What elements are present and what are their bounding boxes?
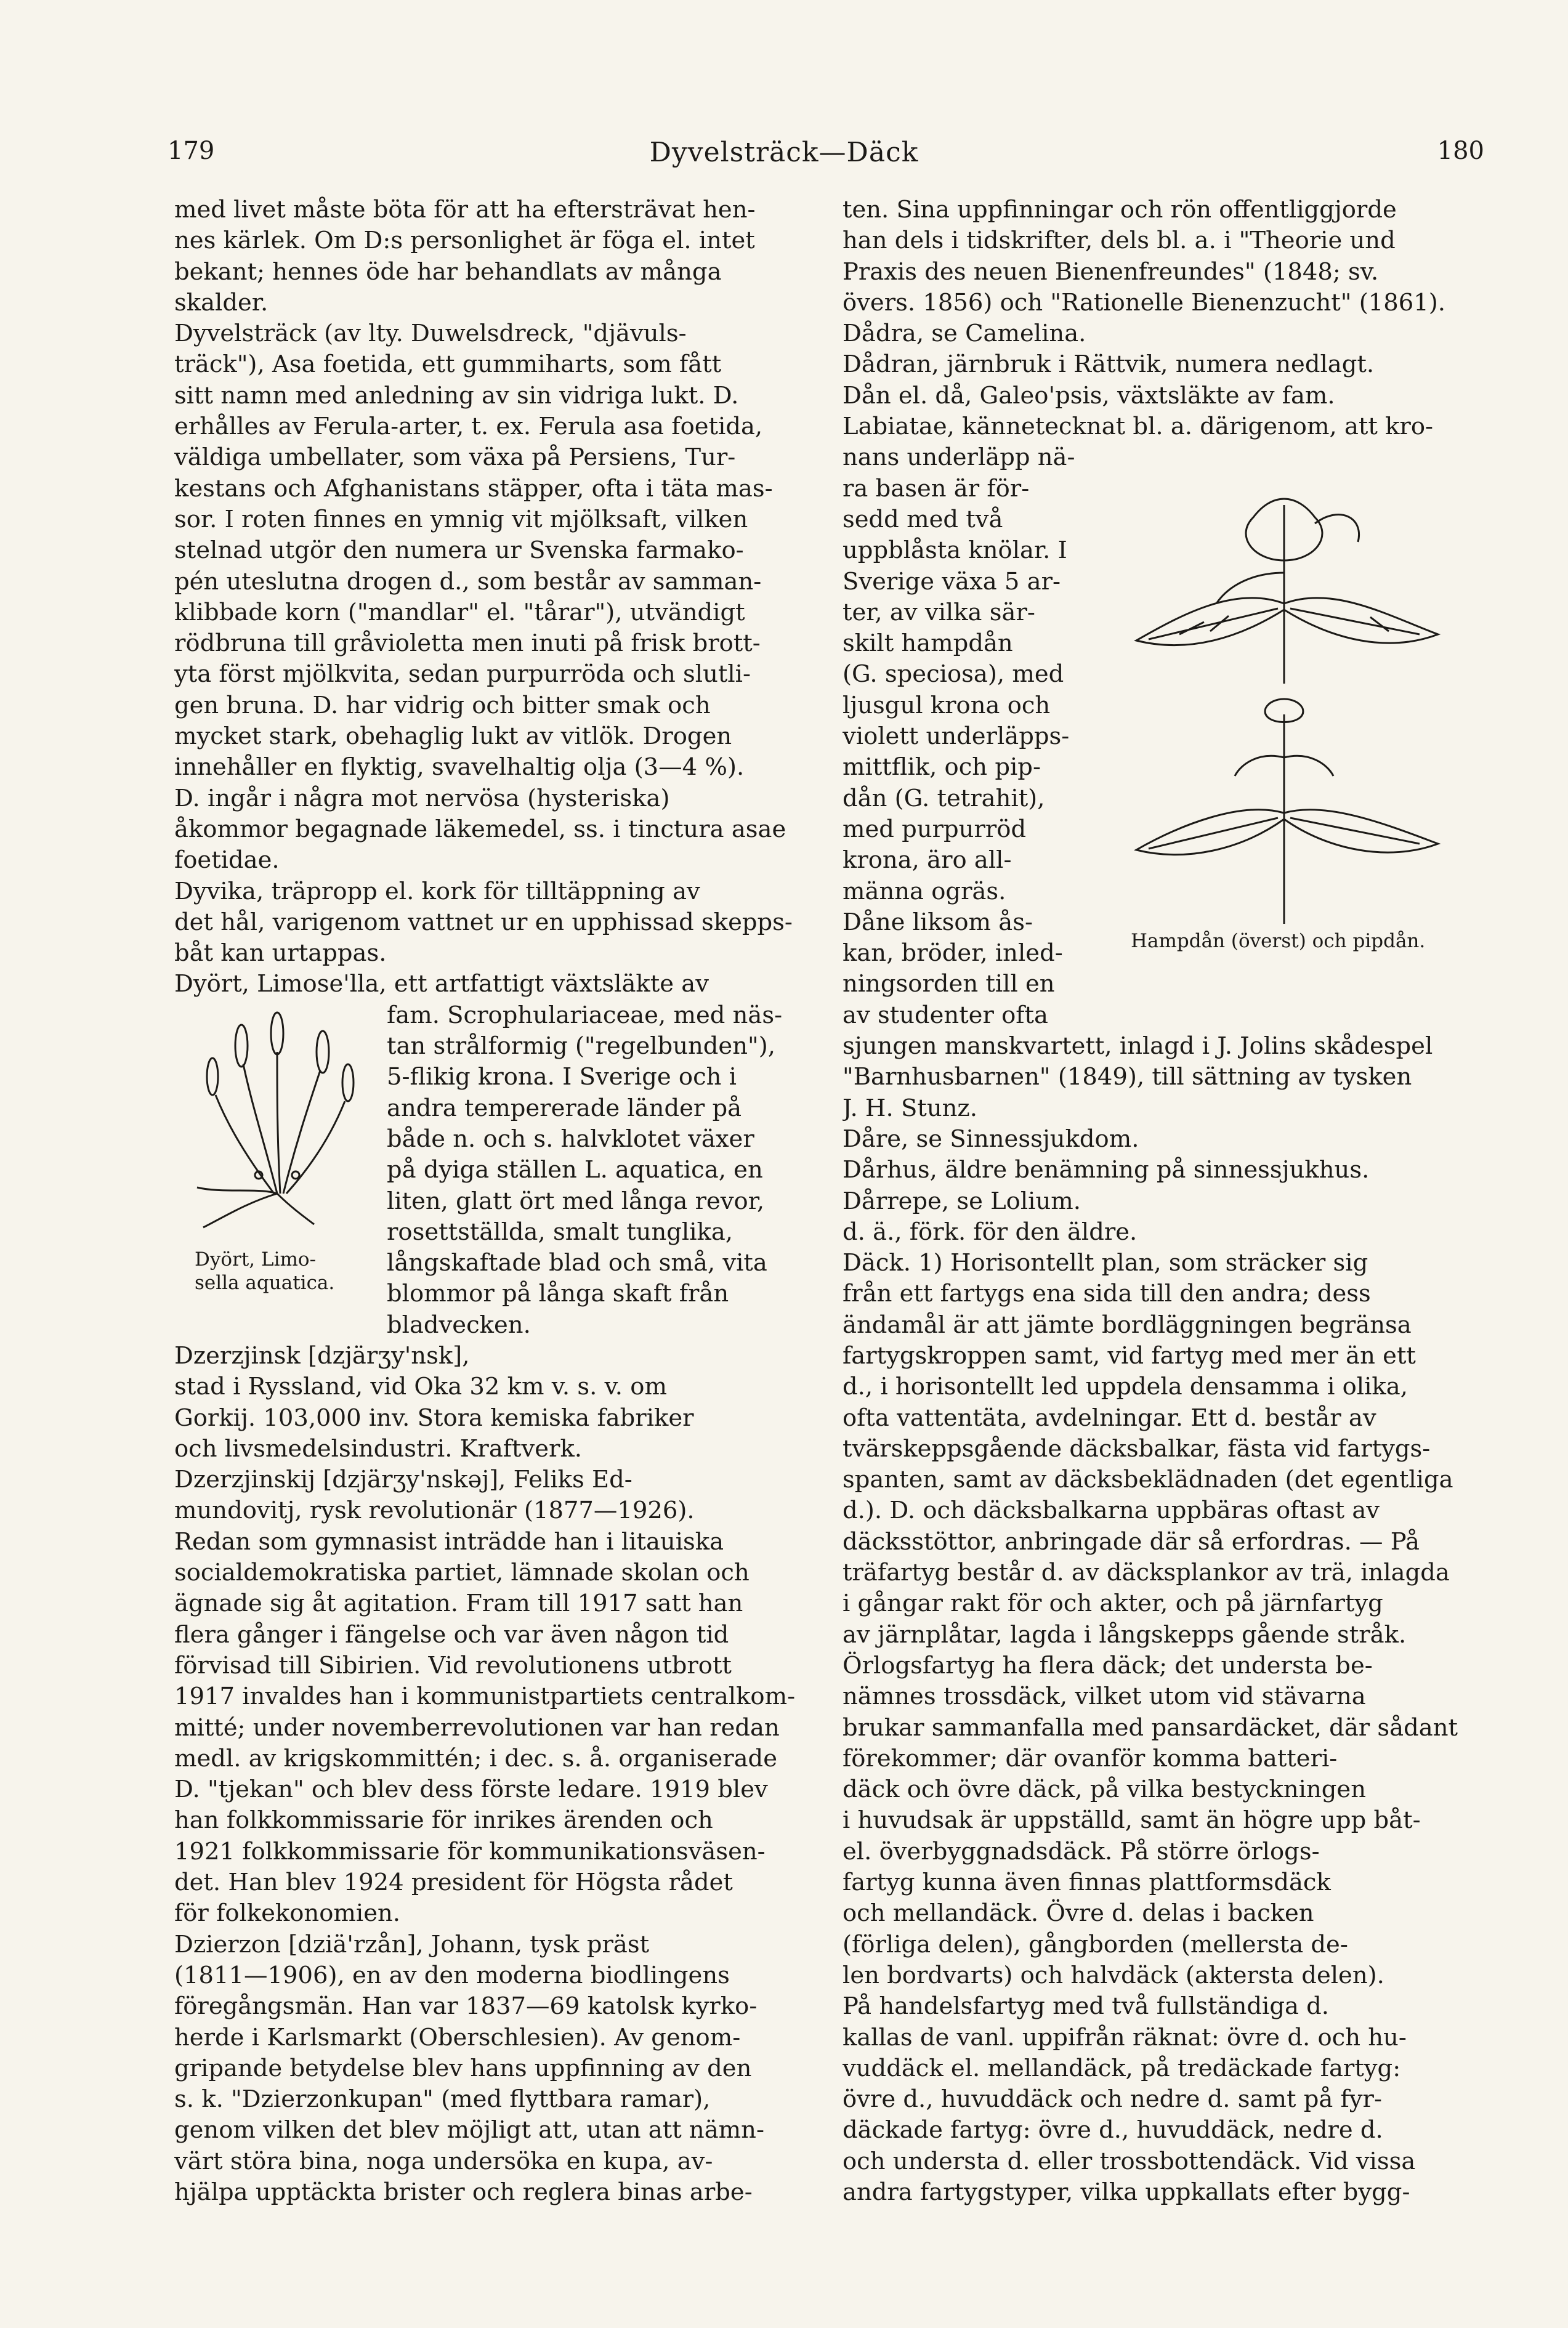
text-line: vuddäck el. mellandäck, på tredäckade fartyg: [843,2054,1401,2082]
text-line: sjungen manskvartett, inlagd i J. Jolins skådespel [843,1032,1433,1061]
text-line: och mellandäck. Övre d. delas i backen [843,1899,1314,1928]
text-line: innehåller en flyktig, svavelhaltig olja (3—4 %). [174,753,745,782]
text-line: Dzerzjinsk [dzjärʒy'nsk], [174,1341,470,1370]
text-line: fartyg kunna även finnas plattformsdäck [843,1869,1331,1897]
text-line: socialdemokratiska partiet, lämnade skolan och [174,1559,750,1587]
text-line: Dyvika, träpropp el. kork för tilltäppning av [174,877,700,905]
text-line: kestans och Afghanistans stäpper, ofta i täta mas- [174,474,773,503]
text-line: åkommor begagnade läkemedel, ss. i tinctura asae [174,815,786,843]
text-line: tvärskeppsgående däcksbalkar, fästa vid fartygs- [843,1434,1431,1463]
text-line: Dyört, Limose'lla, ett artfattigt växtsläkte av [174,970,709,998]
text-line: foetidae. [174,846,280,875]
text-line: kan, bröder, inled- [843,939,1063,968]
text-line: långskaftade blad och små, vita [387,1249,767,1277]
hampdan-figure-caption: Hampdån (överst) och pipdån. [1131,930,1426,952]
text-line: det. Han blev 1924 president för Högsta rådet [174,1869,733,1897]
text-line: skilt hampdån [843,629,1013,658]
text-line: violett underläpps- [843,722,1070,751]
text-line: Praxis des neuen Bienenfreundes" (1848; sv. [843,257,1379,286]
text-line: i gångar rakt för och akter, och på järnfartyg [843,1590,1383,1618]
text-line: stad i Ryssland, vid Oka 32 km v. s. v. om [174,1373,667,1401]
text-line: ändamål är att jämte bordläggningen begränsa [843,1311,1412,1339]
text-line: Dådra, se Camelina. [843,320,1086,348]
text-line: Dådran, järnbruk i Rättvik, numera nedlagt. [843,350,1375,379]
text-line: männa ogräs. [843,877,1006,905]
text-line: (1811—1906), en av den moderna biodlingens [174,1961,730,1989]
text-line: Däck. 1) Horisontellt plan, som sträcker sig [843,1249,1368,1277]
text-line: pén uteslutna drogen d., som består av samman- [174,567,762,596]
text-line: ter, av vilka sär- [843,598,1035,626]
text-line: skalder. [174,288,269,317]
text-line: kallas de vanl. uppifrån räknat: övre d. och hu- [843,2023,1407,2051]
text-line: bekant; hennes öde har behandlats av många [174,257,722,286]
running-head: Dyvelsträck—Däck [649,137,919,168]
text-line: mundovitj, rysk revolutionär (1877—1926). [174,1497,695,1525]
text-line: klibbade korn ("mandlar" el. "tårar"), utvändigt [174,598,745,626]
text-line: i huvudsak är uppställd, samt än högre upp båt- [843,1806,1421,1835]
text-line: 5-flikig krona. I Sverige och i [387,1063,737,1091]
text-line: flera gånger i fängelse och var även någon tid [174,1620,729,1649]
text-line: mitté; under novemberrevolutionen var han redan [174,1713,780,1742]
text-line: hjälpa upptäckta brister och reglera binas arbe- [174,2178,753,2206]
text-line: däckade fartyg: övre d., huvuddäck, nedre d. [843,2116,1383,2144]
text-line: andra tempererade länder på [387,1094,742,1122]
text-line: tan strålformig ("regelbunden"), [387,1032,775,1061]
text-line: (förliga delen), gångborden (mellersta de- [843,1930,1348,1958]
dyort-caption-line: Dyört, Limo- [195,1248,317,1271]
text-line: ra basen är för- [843,474,1030,503]
text-line: träfartyg består d. av däcksplankor av trä, inlagda [843,1559,1450,1587]
text-line: Gorkij. 103,000 inv. Stora kemiska fabriker [174,1404,694,1432]
text-line: el. överbyggnadsdäck. På större örlogs- [843,1837,1320,1865]
text-line: rödbruna till gråvioletta men inuti på frisk brott- [174,629,761,658]
text-line: han folkkommissarie för inrikes ärenden och [174,1806,713,1835]
text-line: d.). D. och däcksbalkarna uppbäras oftast av [843,1497,1380,1525]
text-line: medl. av krigskommittén; i dec. s. å. organiserade [174,1744,777,1772]
text-line: fam. Scrophulariaceae, med näs- [387,1001,783,1029]
text-line: uppblåsta knölar. I [843,536,1067,565]
text-line: Dyvelsträck (av lty. Duwelsdreck, "djävuls- [174,320,687,348]
text-line: sor. I roten finnes en ymnig vit mjölksaft, vilken [174,505,748,533]
text-line: Dzerzjinskij [dzjärʒy'nskəj], Feliks Ed- [174,1466,632,1494]
text-line: liten, glatt ört med långa revor, [387,1187,765,1215]
text-line: fartygskroppen samt, vid fartyg med mer än ett [843,1341,1416,1370]
text-line: Labiatae, kännetecknat bl. a. därigenom, att kro- [843,413,1434,441]
text-line: Örlogsfartyg ha flera däck; det understa be- [843,1651,1373,1679]
text-line: mittflik, och pip- [843,753,1041,782]
text-line: Sverige växa 5 ar- [843,567,1061,596]
text-line: båt kan urtappas. [174,939,387,968]
text-line: nes kärlek. Om D:s personlighet är föga el. intet [174,227,755,255]
text-line: för folkekonomien. [174,1899,401,1928]
text-line: väldiga umbellater, som växa på Persiens, Tur- [174,443,736,472]
text-line: träck"), Asa foetida, ett gummiharts, som fått [174,350,722,379]
text-line: ofta vattentäta, avdelningar. Ett d. består av [843,1404,1376,1432]
limosella-illustration [185,990,376,1231]
text-line: och understa d. eller trossbottendäck. Vid vissa [843,2147,1416,2175]
text-line: len bordvarts) och halvdäck (aktersta delen). [843,1961,1384,1989]
text-line: däcksstöttor, anbringade där så erfordras. — På [843,1527,1420,1556]
dyort-figure-caption [195,1248,334,1295]
text-line: han dels i tidskrifter, dels bl. a. i "Theorie und [843,227,1396,255]
text-line: spanten, samt av däcksbeklädnaden (det egentliga [843,1466,1453,1494]
text-line: däck och övre däck, på vilka bestyckningen [843,1776,1366,1804]
text-line: rosettställda, smalt tunglika, [387,1218,733,1246]
text-line: d. ä., förk. för den äldre. [843,1218,1138,1246]
text-line: stelnad utgör den numera ur Svenska farmako- [174,536,744,565]
text-line: krona, äro all- [843,846,1012,875]
text-line: det hål, varigenom vattnet ur en upphissad skepps- [174,908,793,936]
text-line: herde i Karlsmarkt (Oberschlesien). Av genom- [174,2023,741,2051]
text-line: med purpurröd [843,815,1027,843]
text-line: med livet måste böta för att ha eftersträvat hen- [174,196,756,224]
page-number-right: 180 [1437,137,1484,165]
text-line: ljusgul krona och [843,691,1051,719]
text-line: mycket stark, obehaglig lukt av vitlök. Drogen [174,722,732,751]
text-line: Redan som gymnasist inträdde han i litauiska [174,1527,724,1556]
text-line: nans underläpp nä- [843,443,1075,472]
text-line: Dzierzon [dziä'rzån], Johann, tysk präst [174,1930,650,1958]
text-line: av järnplåtar, lagda i långskepps gående stråk. [843,1620,1407,1649]
text-line: sedd med två [843,505,1003,533]
text-line: både n. och s. halvklotet växer [387,1125,754,1153]
text-line: Dåne liksom ås- [843,908,1033,936]
text-line: "Barnhusbarnen" (1849), till sättning av tysken [843,1063,1412,1091]
text-line: D. ingår i några mot nervösa (hysteriska) [174,784,670,812]
text-line: och livsmedelsindustri. Kraftverk. [174,1434,583,1463]
text-line: från ett fartygs ena sida till den andra; dess [843,1280,1371,1308]
text-line: förekommer; där ovanför komma batteri- [843,1744,1338,1772]
text-line: yta först mjölkvita, sedan purpurröda och slutli- [174,660,751,689]
text-line: blommor på långa skaft från [387,1280,729,1308]
text-line: ägnade sig åt agitation. Fram till 1917 satt han [174,1590,743,1618]
text-line: ten. Sina uppfinningar och rön offentliggjorde [843,196,1397,224]
text-line: 1917 invaldes han i kommunistpartiets centralkom- [174,1683,796,1711]
dyort-caption-line: sella aquatica. [195,1272,335,1294]
text-line: ningsorden till en [843,970,1055,998]
text-line: bladvecken. [387,1311,531,1339]
text-line: Dårhus, äldre benämning på sinnessjukhus. [843,1156,1370,1184]
text-line: (G. speciosa), med [843,660,1064,689]
text-line: nämnes trossdäck, vilket utom vid stävarna [843,1683,1366,1711]
text-line: av studenter ofta [843,1001,1048,1029]
text-line: dån (G. tetrahit), [843,784,1045,812]
text-line: Dåre, se Sinnessjukdom. [843,1125,1139,1153]
text-line: övre d., huvuddäck och nedre d. samt på fyr- [843,2085,1382,2114]
text-line: s. k. "Dzierzonkupan" (med flyttbara ramar), [174,2085,711,2114]
text-line: 1921 folkkommissarie för kommunikationsväsen- [174,1837,766,1865]
text-line: sitt namn med anledning av sin vidriga lukt. D. [174,381,739,410]
text-line: värt störa bina, noga undersöka en kupa, av- [174,2147,713,2175]
text-line: brukar sammanfalla med pansardäcket, där sådant [843,1713,1458,1742]
text-line: föregångsmän. Han var 1837—69 katolsk kyrko- [174,1992,758,2021]
text-line: gripande betydelse blev hans uppfinning av den [174,2054,752,2082]
text-line: På handelsfartyg med två fullständiga d. [843,1992,1330,2021]
page-number-left: 179 [168,137,215,165]
text-line: d., i horisontellt led uppdela densamma i olika, [843,1373,1408,1401]
text-line: övers. 1856) och "Rationelle Bienenzucht" (1861). [843,288,1445,317]
text-line: Dårrepe, se Lolium. [843,1187,1081,1215]
text-line: D. "tjekan" och blev dess förste ledare. 1919 blev [174,1776,768,1804]
galeopsis-illustration [1130,480,1447,930]
text-line: andra fartygstyper, vilka uppkallats efter bygg- [843,2178,1410,2206]
text-line: genom vilken det blev möjligt att, utan att nämn- [174,2116,764,2144]
text-line: förvisad till Sibirien. Vid revolutionens utbrott [174,1651,732,1679]
text-line: Dån el. då, Galeo'psis, växtsläkte av fam. [843,381,1335,410]
text-line: gen bruna. D. har vidrig och bitter smak och [174,691,711,719]
text-line: på dyiga ställen L. aquatica, en [387,1156,763,1184]
text-line: erhålles av Ferula-arter, t. ex. Ferula asa foetida, [174,413,763,441]
text-line: J. H. Stunz. [843,1094,977,1122]
